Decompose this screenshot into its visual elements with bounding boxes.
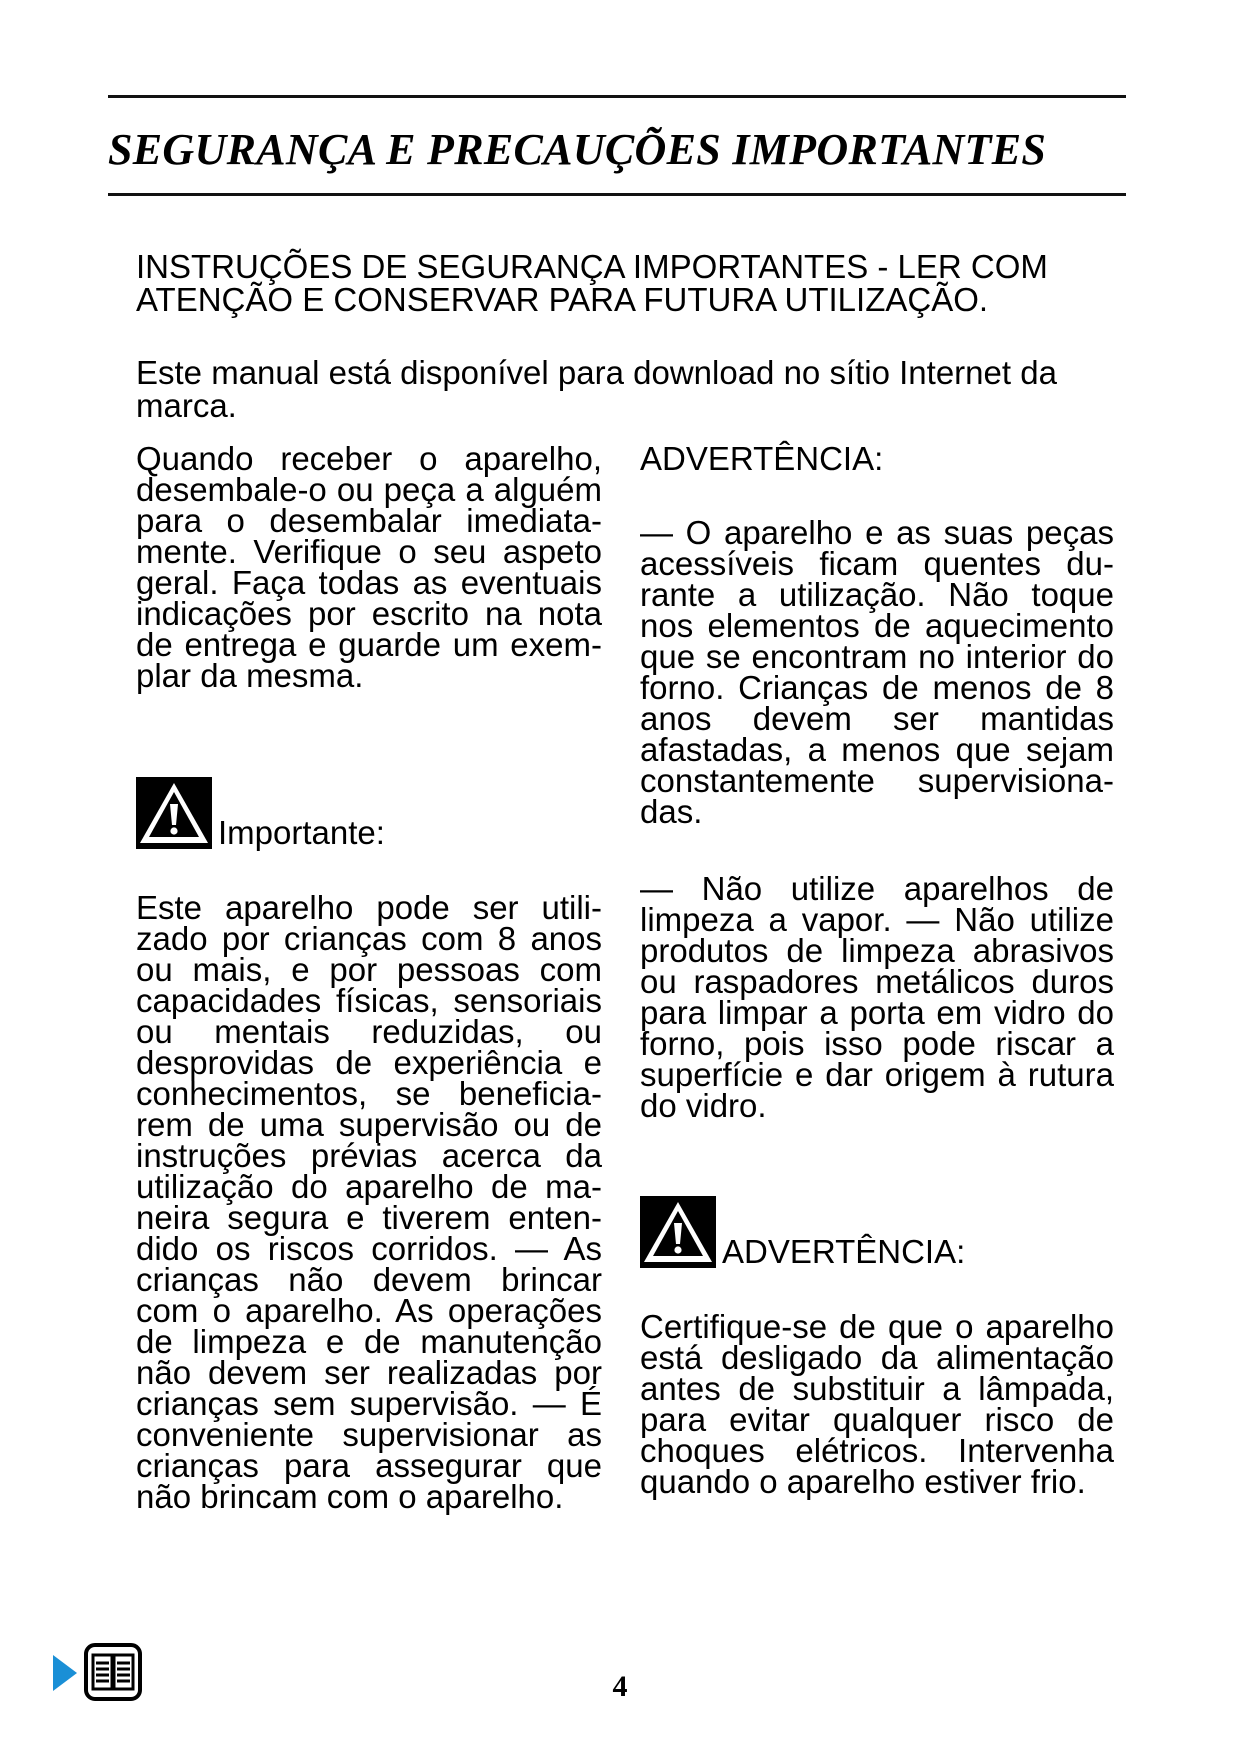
- hot-parts-paragraph: — O aparelho e as suas peças acessíveis ficam quentes durante a utilização. Não toque nos elementos de aquecimento que se encontram no interior do forno. Crianças de menos de 8 anos devem ser mantidas afastadas, a menos que sejam constantemente supervisionadas.: [640, 514, 1114, 830]
- important-notice: [136, 777, 602, 849]
- header-top-rule: [108, 95, 1126, 98]
- page-number: 4: [612, 1670, 628, 1703]
- warning-heading: ADVERTÊNCIA:: [640, 440, 884, 477]
- play-arrow-icon[interactable]: [53, 1655, 77, 1691]
- warning-triangle-icon: [640, 1196, 716, 1268]
- safety-instructions-heading: INSTRUÇÕES DE SEGURANÇA IMPORTANTES - LER COM ATENÇÃO E CONSERVAR PARA FUTURA UTILIZAÇÃO.: [136, 248, 1048, 318]
- right-column: [640, 440, 1114, 1500]
- warning-label: ADVERTÊNCIA:: [722, 1233, 966, 1270]
- left-column: [136, 440, 602, 1515]
- warning-notice: [640, 1196, 1114, 1268]
- cleaning-paragraph: — Não utilize aparelhos de limpeza a vapor. — Não utilize produtos de limpeza abrasivos ou raspadores metálicos duros para limpar a porta em vidro do forno, pois isso pode riscar a superfície e dar origem à rutura do vidro.: [640, 870, 1114, 1124]
- lamp-paragraph: Certifique-se de que o aparelho está desligado da alimentação antes de substituir a lâmpada, para evitar qualquer risco de choques elétricos. Intervenha quando o aparelho estiver frio.: [640, 1308, 1114, 1500]
- important-label: Importante:: [218, 814, 385, 851]
- page-title: SEGURANÇA E PRECAUÇÕES IMPORTANTES: [108, 125, 1047, 174]
- header-bottom-rule: [108, 193, 1126, 196]
- children-use-paragraph: Este aparelho pode ser utilizado por crianças com 8 anos ou mais, e por pessoas com capacidades físicas, sensoriais ou mentais reduzidas, ou desprovidas de experiência e conhecimentos, se beneficiarem de uma supervisão ou de instruções prévias acerca da utilização do aparelho de maneira segura e tiverem entendido os riscos corridos. — As crianças não devem brincar com o aparelho. As operações de limpeza e de manutenção não devem ser realizadas por crianças sem supervisão. — É conveniente supervisionar as crianças para assegurar que não brincam com o aparelho.: [136, 889, 602, 1515]
- open-book-icon[interactable]: [84, 1643, 142, 1701]
- manual-download-note: Este manual está disponível para download no sítio Internet da marca.: [136, 354, 1057, 424]
- warning-triangle-icon: [136, 777, 212, 849]
- receiving-paragraph: Quando receber o aparelho, desembale-o ou peça a alguém para o desembalar imediatamente. Verifique o seu aspeto geral. Faça todas as eventuais indicações por escrito na nota de entrega e guarde um exemplar da mesma.: [136, 440, 602, 694]
